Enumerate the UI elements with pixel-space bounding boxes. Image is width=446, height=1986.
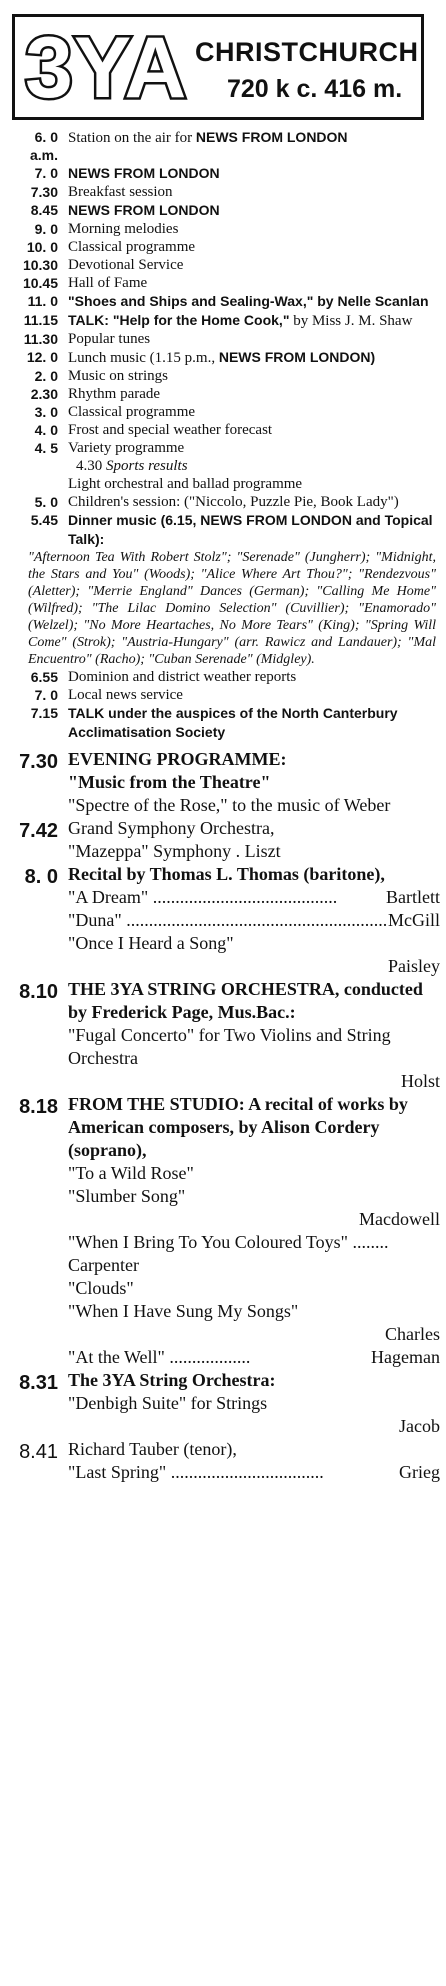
dinner-music-note: "Afternoon Tea With Robert Stolz"; "Serenade" (Jungherr); "Midnight, the Stars and You" (Woods); "Alice Where Art Thou?"; "Rendezvous" (Aletter); "Merrie England" Dances (German); "Calling Me Home" (Wilfred); "The Lilac Domino Selection" (Cuvillier); "Enamorado" (Welzel); "No More Heartaches, No More Tears" (King); "Spring Will Come" (Strok); "Austria-Hungary" (arr. Rawicz and Landauer); "Mal Encuentro" (Racho); "Cuban Serenade" (Midgley). [28,550,436,667]
song-title: "Clouds" [68,1278,134,1298]
item-text-segment: Hall of Fame [68,275,148,291]
item-content [68,668,440,686]
item-text [68,292,440,311]
item-content [68,421,440,439]
schedule-item [12,292,440,311]
item-text [68,439,440,457]
item-text-segment: Lunch music (1.15 p.m., [68,350,219,366]
schedule-item [12,493,440,511]
item-content [68,274,440,292]
song-composer: Carpenter [68,1255,139,1275]
item-time: 8.45 [30,202,58,218]
item-subline-segment: 4.30 [76,458,106,474]
item-time: 11.15 [23,312,58,328]
item-content [68,1369,440,1438]
item-text-segment: Children's session: ("Niccolo, Puzzle Pie, Book Lady") [68,494,399,510]
song-title: "Slumber Song" [68,1186,186,1206]
item-text [68,201,440,220]
song-line: "At the Well" .................. Hageman [68,1347,440,1367]
item-content [68,292,440,311]
item-content [68,403,440,421]
item-time: 3. 0 [34,404,58,420]
item-content [68,511,440,549]
schedule-list [12,128,440,1484]
item-time: 7. 0 [34,165,58,181]
item-text [68,330,440,348]
schedule-item [12,439,440,493]
item-highlight: TALK under the auspices of the North Canterbury Acclimatisation Society [68,705,398,740]
song-composer: Holst [400,1071,440,1091]
item-text [68,421,440,439]
song-title: "Last Spring" [68,1462,167,1482]
item-title: "Music from the Theatre" [68,772,271,792]
item-text-segment: Dominion and district weather reports [68,669,297,685]
item-time: 8.18 [19,1096,58,1118]
daytime-items [12,128,440,549]
item-text-segment: Classical programme [68,404,196,420]
schedule-item [12,817,440,863]
song-title: "At the Well" [68,1347,165,1367]
item-time: 8. 0 [24,866,58,888]
song-line: "Duna" .......................................................... McGill [68,910,440,930]
item-text [68,493,440,511]
station-frequency: 720 k c. 416 m. [227,75,403,103]
item-time: 7.30 [30,184,58,200]
item-time: 6. 0 a.m. [29,129,58,163]
song-composer: Charles [385,1324,440,1344]
item-content [68,183,440,201]
item-highlight: NEWS FROM LONDON [68,202,220,218]
item-text [68,220,440,238]
item-title: THE 3YA STRING ORCHESTRA, conducted by Frederick Page, Mus.Bac.: [68,979,423,1022]
schedule-item [12,311,440,330]
item-highlight: Dinner music (6.15, NEWS FROM LONDON and Topical Talk): [68,512,433,547]
item-time: 10.45 [22,275,58,291]
item-text: Light orchestral and ballad programme [68,476,303,492]
item-time: 7.15 [30,705,58,721]
item-text [68,367,440,385]
item-content [68,493,440,511]
item-text [68,511,440,549]
item-content [68,817,440,863]
item-content [68,164,440,183]
item-text-segment: Frost and special weather forecast [68,422,273,438]
item-text: Grand Symphony Orchestra, [68,818,275,838]
item-text [68,686,440,704]
item-text-segment: Station on the air for [68,130,196,146]
item-text [68,704,440,742]
item-content [68,863,440,978]
item-title: Recital by Thomas L. Thomas (baritone), [68,864,385,884]
item-time: 4. 5 [34,440,58,456]
item-text: "Mazeppa" Symphony . Liszt [68,841,281,861]
item-content [68,748,440,817]
item-text: "Fugal Concerto" for Two Violins and String Orchestra [68,1025,391,1068]
song-title: "Duna" [68,910,122,930]
schedule-item [12,220,440,238]
station-city: CHRISTCHURCH [195,37,419,67]
item-text [68,238,440,256]
schedule-item [12,1438,440,1484]
item-text: "Spectre of the Rose," to the music of Weber [68,795,391,815]
item-content [68,1093,440,1369]
item-time: 4. 0 [34,422,58,438]
item-text [68,385,440,403]
item-time: 8.10 [19,981,58,1003]
item-text-segment: Variety programme [68,440,185,456]
song-line: "A Dream" ......................................... Bartlett [68,887,440,907]
schedule-item [12,183,440,201]
song-composer: Paisley [388,956,440,976]
song-composer: Hageman [371,1347,440,1367]
item-text-segment: Breakfast session [68,184,173,200]
schedule-item [12,330,440,348]
item-time: 8.41 [19,1441,58,1463]
item-content [68,1438,440,1484]
item-time: 7. 0 [34,687,58,703]
item-content [68,367,440,385]
evening-news-items [12,668,440,742]
schedule-item [12,686,440,704]
item-highlight: TALK: "Help for the Home Cook," [68,312,290,328]
item-text-segment: by Miss J. M. Shaw [289,313,413,329]
item-highlight: "Shoes and Ships and Sealing-Wax," by Nelle Scanlan [68,293,429,309]
item-text: Richard Tauber (tenor), [68,1439,237,1459]
item-text-segment: Popular tunes [68,331,151,347]
schedule-item [12,704,440,742]
item-time: 10.30 [22,257,58,273]
item-content [68,201,440,220]
item-time: 2. 0 [34,368,58,384]
item-text-segment: Morning melodies [68,221,179,237]
schedule-item [12,403,440,421]
song-title: "Once I Heard a Song" [68,933,234,953]
song-composer: McGill [388,910,440,930]
schedule-item [12,128,440,164]
item-time: 8.31 [19,1372,58,1394]
item-content [68,348,440,367]
item-content [68,978,440,1093]
item-text [68,403,440,421]
song-line: "When I Bring To You Coloured Toys" ........ Carpenter [68,1232,389,1275]
item-content [68,256,440,274]
item-text-segment: Devotional Service [68,257,184,273]
item-time: 5. 0 [34,494,58,510]
item-time: 2.30 [30,386,58,402]
song-composer: Bartlett [386,887,440,907]
item-title: EVENING PROGRAMME: [68,749,287,769]
schedule-item [12,201,440,220]
song-title: "A Dream" [68,887,149,907]
schedule-item [12,511,440,549]
item-content [68,128,440,147]
item-text-segment: Music on strings [68,368,169,384]
item-time: 10. 0 [26,239,58,255]
schedule-item [12,238,440,256]
item-highlight: NEWS FROM LONDON) [218,349,376,365]
schedule-item [12,1369,440,1438]
station-header [12,14,424,120]
item-text [68,183,440,201]
schedule-item [12,385,440,403]
schedule-item [12,367,440,385]
schedule-item [12,1093,440,1369]
item-text [68,128,440,147]
item-highlight: NEWS FROM LONDON [195,129,348,145]
station-callsign: 3YA [25,20,188,116]
song-composer: Jacob [399,1416,440,1436]
schedule-item [12,748,440,817]
item-time: 11. 0 [27,293,58,309]
song-composer: Grieg [399,1462,440,1482]
song-title: "To a Wild Rose" [68,1163,194,1183]
item-time: 6.55 [30,669,58,685]
item-subline-segment: Sports results [106,458,188,474]
item-time: 11.30 [23,331,58,347]
item-content [68,220,440,238]
item-text-segment: Rhythm parade [68,386,161,402]
item-text [68,256,440,274]
item-text-segment: Local news service [68,687,183,703]
schedule-item [12,256,440,274]
item-text [68,348,440,367]
item-time: 5.45 [30,512,58,528]
song-title: "When I Have Sung My Songs" [68,1301,299,1321]
item-text [68,668,440,686]
schedule-item [12,274,440,292]
item-content [68,330,440,348]
item-text-segment: Classical programme [68,239,196,255]
item-time: 7.42 [19,820,58,842]
schedule-item [12,164,440,183]
schedule-item [12,978,440,1093]
schedule-item [12,421,440,439]
item-content [68,238,440,256]
item-title: FROM THE STUDIO: A recital of works by American composers, by Alison Cordery (soprano), [68,1094,408,1160]
item-content [68,704,440,742]
song-composer: Macdowell [359,1209,440,1229]
item-content [68,686,440,704]
schedule-item [12,668,440,686]
item-content [68,311,440,330]
song-title: "When I Bring To You Coloured Toys" [68,1232,349,1252]
item-text [68,311,440,330]
schedule-item [12,348,440,367]
item-content [68,385,440,403]
item-time: 12. 0 [26,349,58,365]
item-time: 9. 0 [34,221,58,237]
item-text [68,164,440,183]
item-text: "Denbigh Suite" for Strings [68,1393,268,1413]
item-text [68,274,440,292]
item-highlight: NEWS FROM LONDON [68,165,220,181]
item-time: 7.30 [19,751,58,773]
item-title: The 3YA String Orchestra: [68,1370,276,1390]
song-line: "Last Spring" .................................. Grieg [68,1462,440,1482]
item-content [68,439,440,493]
item-subline [68,457,440,475]
schedule-item [12,863,440,978]
